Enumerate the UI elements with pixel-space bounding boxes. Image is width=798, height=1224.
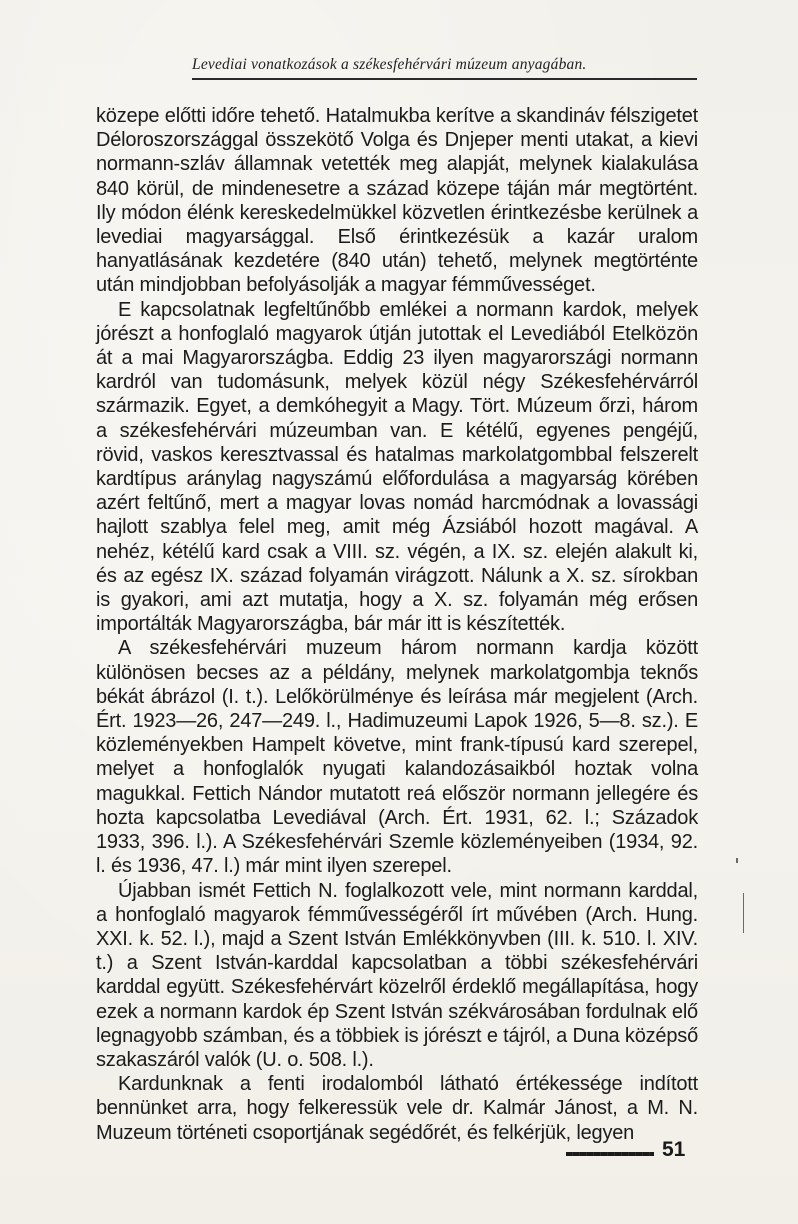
scan-mark (743, 893, 744, 933)
running-header: Levediai vonatkozások a székesfehérvári múzeum anyagában. (192, 56, 587, 73)
body-text (96, 104, 698, 1145)
header-rule (192, 78, 697, 80)
paragraph-1: közepe előtti időre tehető. Hatalmukba kerítve a skandináv félszigetet Déloroszországgal összekötő Volga és Dnjeper menti utakat, a kievi normann-szláv államnak vetették meg alapját, melynek kialakulása 840 körül, de mindenesetre a század közepe táján már megtörtént. Ily módon élénk kereskedelmükkel közvetlen érintkezésbe kerülnek a levediai magyarsággal. Első érintkezésük a kazár uralom hanyatlásának kezdetére (840 után) tehető, melynek megtörténte után mindjobban befolyásolják a magyar fémművességet. (96, 105, 698, 297)
footer-rule (566, 1152, 654, 1156)
scan-mark (736, 858, 738, 863)
paragraph-5: Kardunknak a fenti irodalomból látható értékessége indított bennünket arra, hogy felkeressük vele dr. Kalmár Jánost, a M. N. Muzeum történeti csoportjának segédőrét, és felkérjük, legyen (96, 1073, 698, 1144)
paragraph-3: A székesfehérvári muzeum három normann kardja között különösen becses az a példány, melynek markolatgombja teknős békát ábrázol (I. t.). Lelőkörülménye és leírása már megjelent (Arch. Ért. 1923—26, 247—249. l., Hadimuzeumi Lapok 1926, 5—8. sz.). E közleményekben Hampelt követve, mint frank-típusú kard szerepel, melyet a honfoglalók nyugati kalandozásaikból hoztak volna magukkal. Fettich Nándor mutatott reá először normann jellegére és hozta kapcsolatba Levediával (Arch. Ért. 1931, 62. l.; Századok 1933, 396. l.). A Székesfehérvári Szemle közleményeiben (1934, 92. l. és 1936, 47. l.) már mint ilyen szerepel. (96, 637, 698, 878)
paragraph-2: E kapcsolatnak legfeltűnőbb emlékei a normann kardok, melyek jórészt a honfoglaló magyarok útján jutottak el Levediából Etelközön át a mai Magyarországba. Eddig 23 ilyen magyarországi normann kardról van tudomásunk, melyek közül négy Székesfehérvárról származik. Egyet, a demkóhegyit a Magy. Tört. Múzeum őrzi, három a székesfehérvári múzeumban van. E kétélű, egyenes pengéjű, rövid, vaskos keresztvassal és hatalmas markolatgombbal felszerelt kardtípus aránylag nagyszámú előfordulása a magyarság körében azért feltűnő, mert a magyar lovas nomád harcmódnak a lovassági hajlott szablya felel meg, amit még Ázsiából hozott magával. A nehéz, kétélű kard csak a VIII. sz. végén, a IX. sz. elején alakult ki, és az egész IX. század folyamán virágzott. Nálunk a X. sz. sírokban is gyakori, ami azt mutatja, hogy a X. sz. folyamán még erősen importálták Magyarországba, bár már itt is készítették. (96, 298, 698, 636)
page-number: 51 (662, 1138, 686, 1161)
paragraph-4: Újabban ismét Fettich N. foglalkozott vele, mint normann karddal, a honfoglaló magyarok fémművességéről írt művében (Arch. Hung. XXI. k. 52. l.), majd a Szent István Emlékkönyvben (III. k. 510. l. XIV. t.) a Szent István-karddal kapcsolatban a többi székesfehérvári karddal együtt. Székesfehérvárt közelről érdeklő megállapítása, hogy ezek a normann kardok ép Szent István székvárosában fordulnak elő legnagyobb számban, és a többiek is jórészt e tájról, a Duna középső szakaszáról valók (U. o. 508. l.). (96, 879, 698, 1071)
